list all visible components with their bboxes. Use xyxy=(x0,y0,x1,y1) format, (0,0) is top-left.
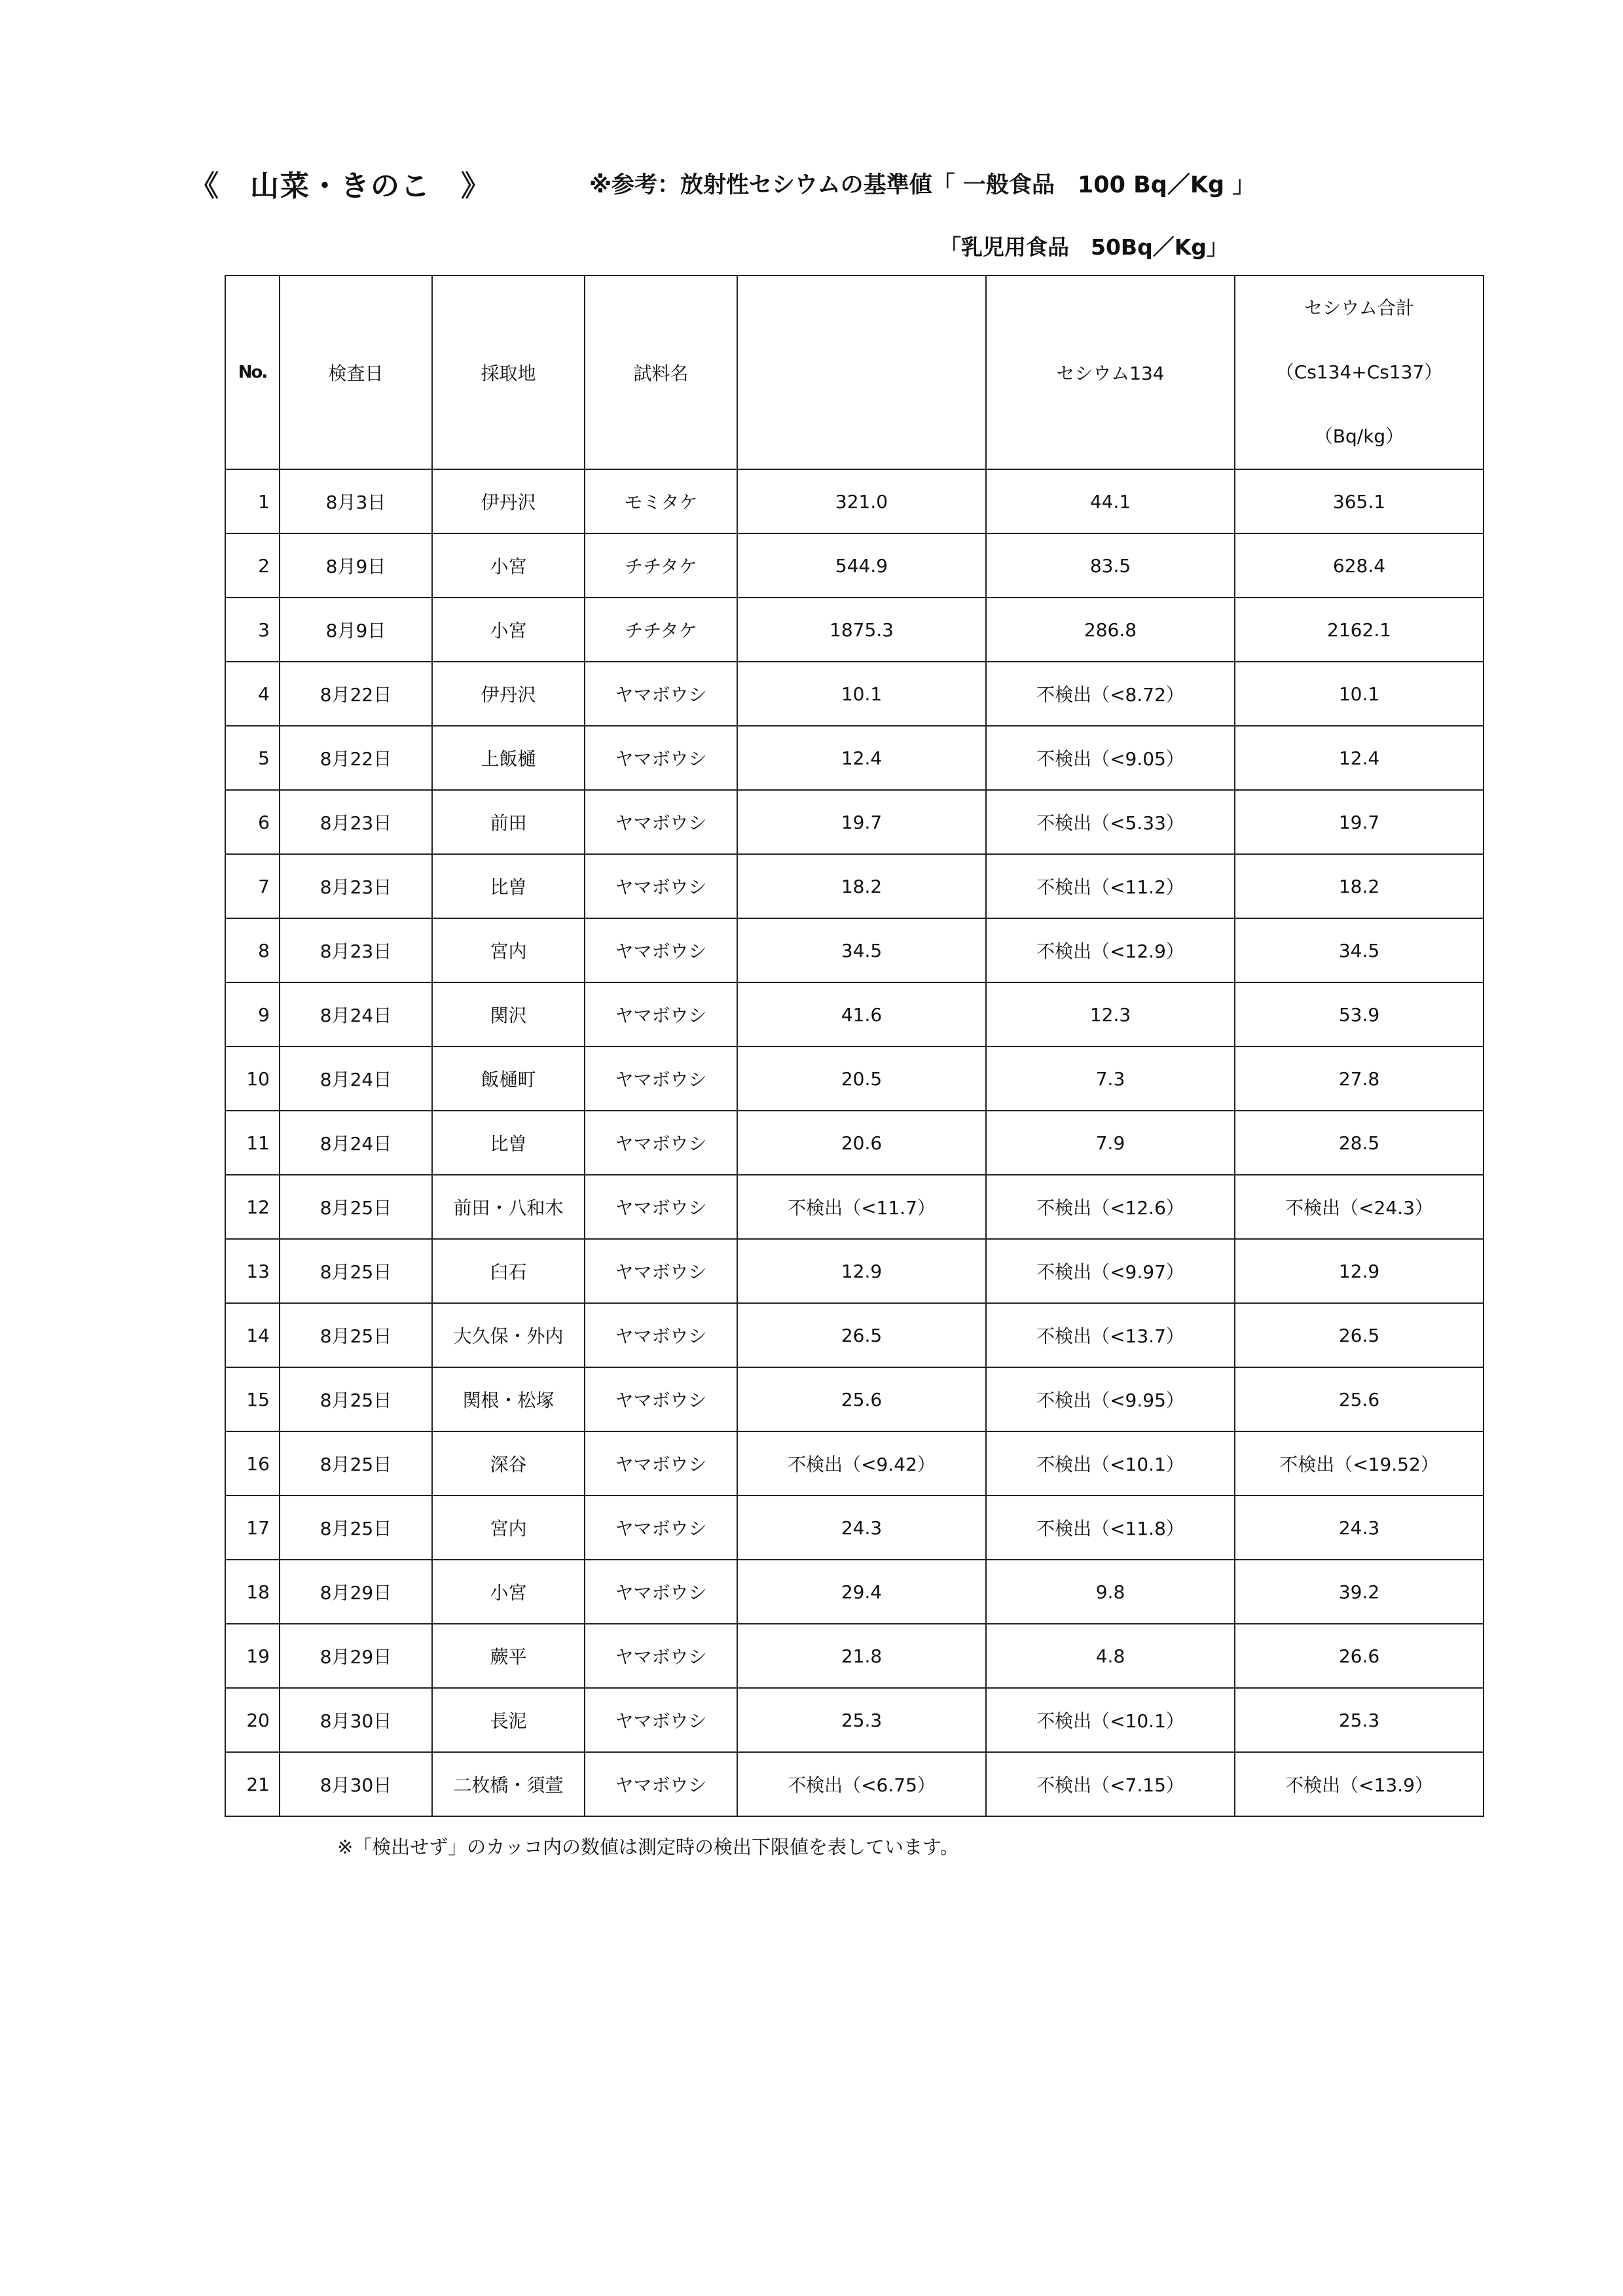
cell-total: 53.9 xyxy=(1235,982,1484,1047)
cell-cs137: 20.6 xyxy=(737,1111,986,1175)
cell-cs134: 不検出（<10.1） xyxy=(986,1431,1235,1496)
cell-cs137: 19.7 xyxy=(737,790,986,854)
cell-total: 28.5 xyxy=(1235,1111,1484,1175)
cell-date: 8月25日 xyxy=(280,1367,432,1431)
table-row xyxy=(225,1303,1484,1367)
table-row xyxy=(225,1431,1484,1496)
cell-location: 宮内 xyxy=(432,918,585,982)
cell-cs137: 12.4 xyxy=(737,726,986,790)
reference-limit-general: ※参考：放射性セシウムの基準値「 一般食品 100 Bq／Kg 」 xyxy=(589,172,1256,198)
cell-date: 8月23日 xyxy=(280,918,432,982)
cell-sample: ヤマボウシ xyxy=(585,1560,737,1624)
cell-cs137: 26.5 xyxy=(737,1303,986,1367)
cell-cs134: 不検出（<11.8） xyxy=(986,1496,1235,1560)
cell-date: 8月25日 xyxy=(280,1496,432,1560)
cell-date: 8月29日 xyxy=(280,1560,432,1624)
footnote: ※「検出せず」のカッコ内の数値は測定時の検出下限値を表しています。 xyxy=(337,1836,959,1858)
cell-date: 8月25日 xyxy=(280,1303,432,1367)
cell-location: 飯樋町 xyxy=(432,1047,585,1111)
cell-cs137: 544.9 xyxy=(737,533,986,598)
cell-no: 12 xyxy=(225,1175,280,1239)
cell-date: 8月25日 xyxy=(280,1175,432,1239)
cell-cs137: 24.3 xyxy=(737,1496,986,1560)
cell-cs137: 321.0 xyxy=(737,469,986,533)
cell-no: 4 xyxy=(225,662,280,726)
cell-date: 8月9日 xyxy=(280,533,432,598)
cell-cs137: 34.5 xyxy=(737,918,986,982)
cell-date: 8月23日 xyxy=(280,854,432,918)
cell-no: 14 xyxy=(225,1303,280,1367)
cell-sample: ヤマボウシ xyxy=(585,854,737,918)
cell-sample: ヤマボウシ xyxy=(585,1367,737,1431)
cell-sample: ヤマボウシ xyxy=(585,1496,737,1560)
table-row xyxy=(225,1239,1484,1303)
cell-location: 比曽 xyxy=(432,854,585,918)
table-row xyxy=(225,1688,1484,1752)
table-row xyxy=(225,918,1484,982)
cell-sample: ヤマボウシ xyxy=(585,1752,737,1816)
cell-no: 21 xyxy=(225,1752,280,1816)
cell-sample: ヤマボウシ xyxy=(585,1688,737,1752)
cell-location: 関根・松塚 xyxy=(432,1367,585,1431)
cell-cs137: 29.4 xyxy=(737,1560,986,1624)
cell-no: 10 xyxy=(225,1047,280,1111)
table-row xyxy=(225,1175,1484,1239)
cell-total: 25.6 xyxy=(1235,1367,1484,1431)
table-header-row xyxy=(225,276,1484,469)
table-row xyxy=(225,1496,1484,1560)
cell-location: 小宮 xyxy=(432,1560,585,1624)
cell-no: 6 xyxy=(225,790,280,854)
cell-cs137: 不検出（<11.7） xyxy=(737,1175,986,1239)
cell-total: 24.3 xyxy=(1235,1496,1484,1560)
cell-date: 8月24日 xyxy=(280,1047,432,1111)
table-row xyxy=(225,1624,1484,1688)
cell-cs134: 9.8 xyxy=(986,1560,1235,1624)
cell-date: 8月24日 xyxy=(280,982,432,1047)
cell-total: 27.8 xyxy=(1235,1047,1484,1111)
cell-date: 8月30日 xyxy=(280,1752,432,1816)
cell-total: 25.3 xyxy=(1235,1688,1484,1752)
cell-cs137: 20.5 xyxy=(737,1047,986,1111)
cell-total: 628.4 xyxy=(1235,533,1484,598)
cell-location: 比曽 xyxy=(432,1111,585,1175)
header-sample: 試料名 xyxy=(585,276,737,469)
cell-cs134: 不検出（<12.9） xyxy=(986,918,1235,982)
table-row xyxy=(225,598,1484,662)
cell-total: 26.5 xyxy=(1235,1303,1484,1367)
cell-sample: ヤマボウシ xyxy=(585,982,737,1047)
cell-sample: ヤマボウシ xyxy=(585,1303,737,1367)
cell-date: 8月23日 xyxy=(280,790,432,854)
cell-cs137: 不検出（<6.75） xyxy=(737,1752,986,1816)
cell-cs137: 1875.3 xyxy=(737,598,986,662)
cell-no: 17 xyxy=(225,1496,280,1560)
cell-no: 20 xyxy=(225,1688,280,1752)
cell-cs134: 不検出（<9.95） xyxy=(986,1367,1235,1431)
cell-location: 関沢 xyxy=(432,982,585,1047)
table-row xyxy=(225,982,1484,1047)
reference-limit-infant: 「乳児用食品 50Bq／Kg」 xyxy=(939,234,1228,260)
cell-no: 16 xyxy=(225,1431,280,1496)
cell-location: 前田 xyxy=(432,790,585,854)
cell-location: 深谷 xyxy=(432,1431,585,1496)
cell-no: 1 xyxy=(225,469,280,533)
cell-no: 8 xyxy=(225,918,280,982)
cell-cs134: 不検出（<13.7） xyxy=(986,1303,1235,1367)
cell-no: 11 xyxy=(225,1111,280,1175)
cell-location: 上飯樋 xyxy=(432,726,585,790)
cell-cs134: 83.5 xyxy=(986,533,1235,598)
cell-total: 10.1 xyxy=(1235,662,1484,726)
table-row xyxy=(225,854,1484,918)
table-row xyxy=(225,469,1484,533)
cell-location: 小宮 xyxy=(432,533,585,598)
header-cs134: セシウム134 xyxy=(986,276,1235,469)
header-location: 採取地 xyxy=(432,276,585,469)
cell-total: 18.2 xyxy=(1235,854,1484,918)
cell-cs134: 不検出（<9.97） xyxy=(986,1239,1235,1303)
cell-total: 不検出（<19.52） xyxy=(1235,1431,1484,1496)
cell-cs134: 4.8 xyxy=(986,1624,1235,1688)
cell-cs134: 不検出（<5.33） xyxy=(986,790,1235,854)
cell-cs137: 25.3 xyxy=(737,1688,986,1752)
cell-cs134: 7.9 xyxy=(986,1111,1235,1175)
cell-total: 34.5 xyxy=(1235,918,1484,982)
results-table xyxy=(225,275,1484,1817)
cell-location: 伊丹沢 xyxy=(432,469,585,533)
cell-cs137: 12.9 xyxy=(737,1239,986,1303)
cell-no: 15 xyxy=(225,1367,280,1431)
cell-date: 8月3日 xyxy=(280,469,432,533)
cell-cs134: 不検出（<12.6） xyxy=(986,1175,1235,1239)
cell-sample: ヤマボウシ xyxy=(585,790,737,854)
cell-cs134: 7.3 xyxy=(986,1047,1235,1111)
cell-sample: ヤマボウシ xyxy=(585,1111,737,1175)
cell-date: 8月25日 xyxy=(280,1431,432,1496)
cell-sample: ヤマボウシ xyxy=(585,1624,737,1688)
cell-location: 二枚橋・須萱 xyxy=(432,1752,585,1816)
header-date: 検査日 xyxy=(280,276,432,469)
cell-sample: チチタケ xyxy=(585,598,737,662)
cell-location: 臼石 xyxy=(432,1239,585,1303)
header-total xyxy=(1235,276,1484,469)
cell-sample: ヤマボウシ xyxy=(585,662,737,726)
cell-cs137: 25.6 xyxy=(737,1367,986,1431)
table-row xyxy=(225,1752,1484,1816)
cell-total: 不検出（<13.9） xyxy=(1235,1752,1484,1816)
cell-no: 2 xyxy=(225,533,280,598)
header-total-line2: （Cs134+Cs137） xyxy=(1275,361,1443,383)
table-row xyxy=(225,726,1484,790)
cell-cs134: 不検出（<10.1） xyxy=(986,1688,1235,1752)
cell-sample: チチタケ xyxy=(585,533,737,598)
cell-total: 19.7 xyxy=(1235,790,1484,854)
cell-total: 不検出（<24.3） xyxy=(1235,1175,1484,1239)
cell-date: 8月25日 xyxy=(280,1239,432,1303)
cell-cs134: 12.3 xyxy=(986,982,1235,1047)
cell-location: 宮内 xyxy=(432,1496,585,1560)
cell-total: 39.2 xyxy=(1235,1560,1484,1624)
header-no: No. xyxy=(225,276,280,469)
cell-no: 3 xyxy=(225,598,280,662)
cell-cs134: 不検出（<8.72） xyxy=(986,662,1235,726)
cell-date: 8月9日 xyxy=(280,598,432,662)
table-row xyxy=(225,1560,1484,1624)
table-row xyxy=(225,1111,1484,1175)
cell-sample: ヤマボウシ xyxy=(585,1047,737,1111)
cell-total: 365.1 xyxy=(1235,469,1484,533)
cell-sample: ヤマボウシ xyxy=(585,726,737,790)
cell-total: 12.4 xyxy=(1235,726,1484,790)
cell-total: 2162.1 xyxy=(1235,598,1484,662)
cell-location: 前田・八和木 xyxy=(432,1175,585,1239)
cell-no: 7 xyxy=(225,854,280,918)
cell-sample: ヤマボウシ xyxy=(585,1431,737,1496)
cell-date: 8月22日 xyxy=(280,726,432,790)
cell-no: 19 xyxy=(225,1624,280,1688)
cell-sample: ヤマボウシ xyxy=(585,918,737,982)
cell-cs134: 286.8 xyxy=(986,598,1235,662)
header-total-line3: （Bq/kg） xyxy=(1314,425,1404,447)
cell-cs137: 18.2 xyxy=(737,854,986,918)
cell-no: 9 xyxy=(225,982,280,1047)
cell-sample: ヤマボウシ xyxy=(585,1175,737,1239)
cell-cs137: 10.1 xyxy=(737,662,986,726)
cell-no: 5 xyxy=(225,726,280,790)
cell-date: 8月24日 xyxy=(280,1111,432,1175)
cell-location: 伊丹沢 xyxy=(432,662,585,726)
cell-cs137: 21.8 xyxy=(737,1624,986,1688)
cell-date: 8月22日 xyxy=(280,662,432,726)
cell-cs137: 41.6 xyxy=(737,982,986,1047)
cell-cs134: 不検出（<11.2） xyxy=(986,854,1235,918)
cell-location: 長泥 xyxy=(432,1688,585,1752)
cell-no: 18 xyxy=(225,1560,280,1624)
cell-sample: ヤマボウシ xyxy=(585,1239,737,1303)
table-row xyxy=(225,1047,1484,1111)
cell-cs137: 不検出（<9.42） xyxy=(737,1431,986,1496)
table-row xyxy=(225,533,1484,598)
table-row xyxy=(225,662,1484,726)
cell-cs134: 44.1 xyxy=(986,469,1235,533)
cell-date: 8月30日 xyxy=(280,1688,432,1752)
cell-cs134: 不検出（<7.15） xyxy=(986,1752,1235,1816)
table-row xyxy=(225,790,1484,854)
header-cs137 xyxy=(737,276,986,469)
cell-location: 蕨平 xyxy=(432,1624,585,1688)
cell-location: 小宮 xyxy=(432,598,585,662)
table-body xyxy=(225,469,1484,1816)
cell-date: 8月29日 xyxy=(280,1624,432,1688)
page-title: 《 山菜・きのこ 》 xyxy=(190,170,491,203)
cell-location: 大久保・外内 xyxy=(432,1303,585,1367)
cell-cs134: 不検出（<9.05） xyxy=(986,726,1235,790)
cell-total: 12.9 xyxy=(1235,1239,1484,1303)
cell-no: 13 xyxy=(225,1239,280,1303)
cell-total: 26.6 xyxy=(1235,1624,1484,1688)
header-total-line1: セシウム合計 xyxy=(1304,297,1414,319)
cell-sample: モミタケ xyxy=(585,469,737,533)
table-row xyxy=(225,1367,1484,1431)
